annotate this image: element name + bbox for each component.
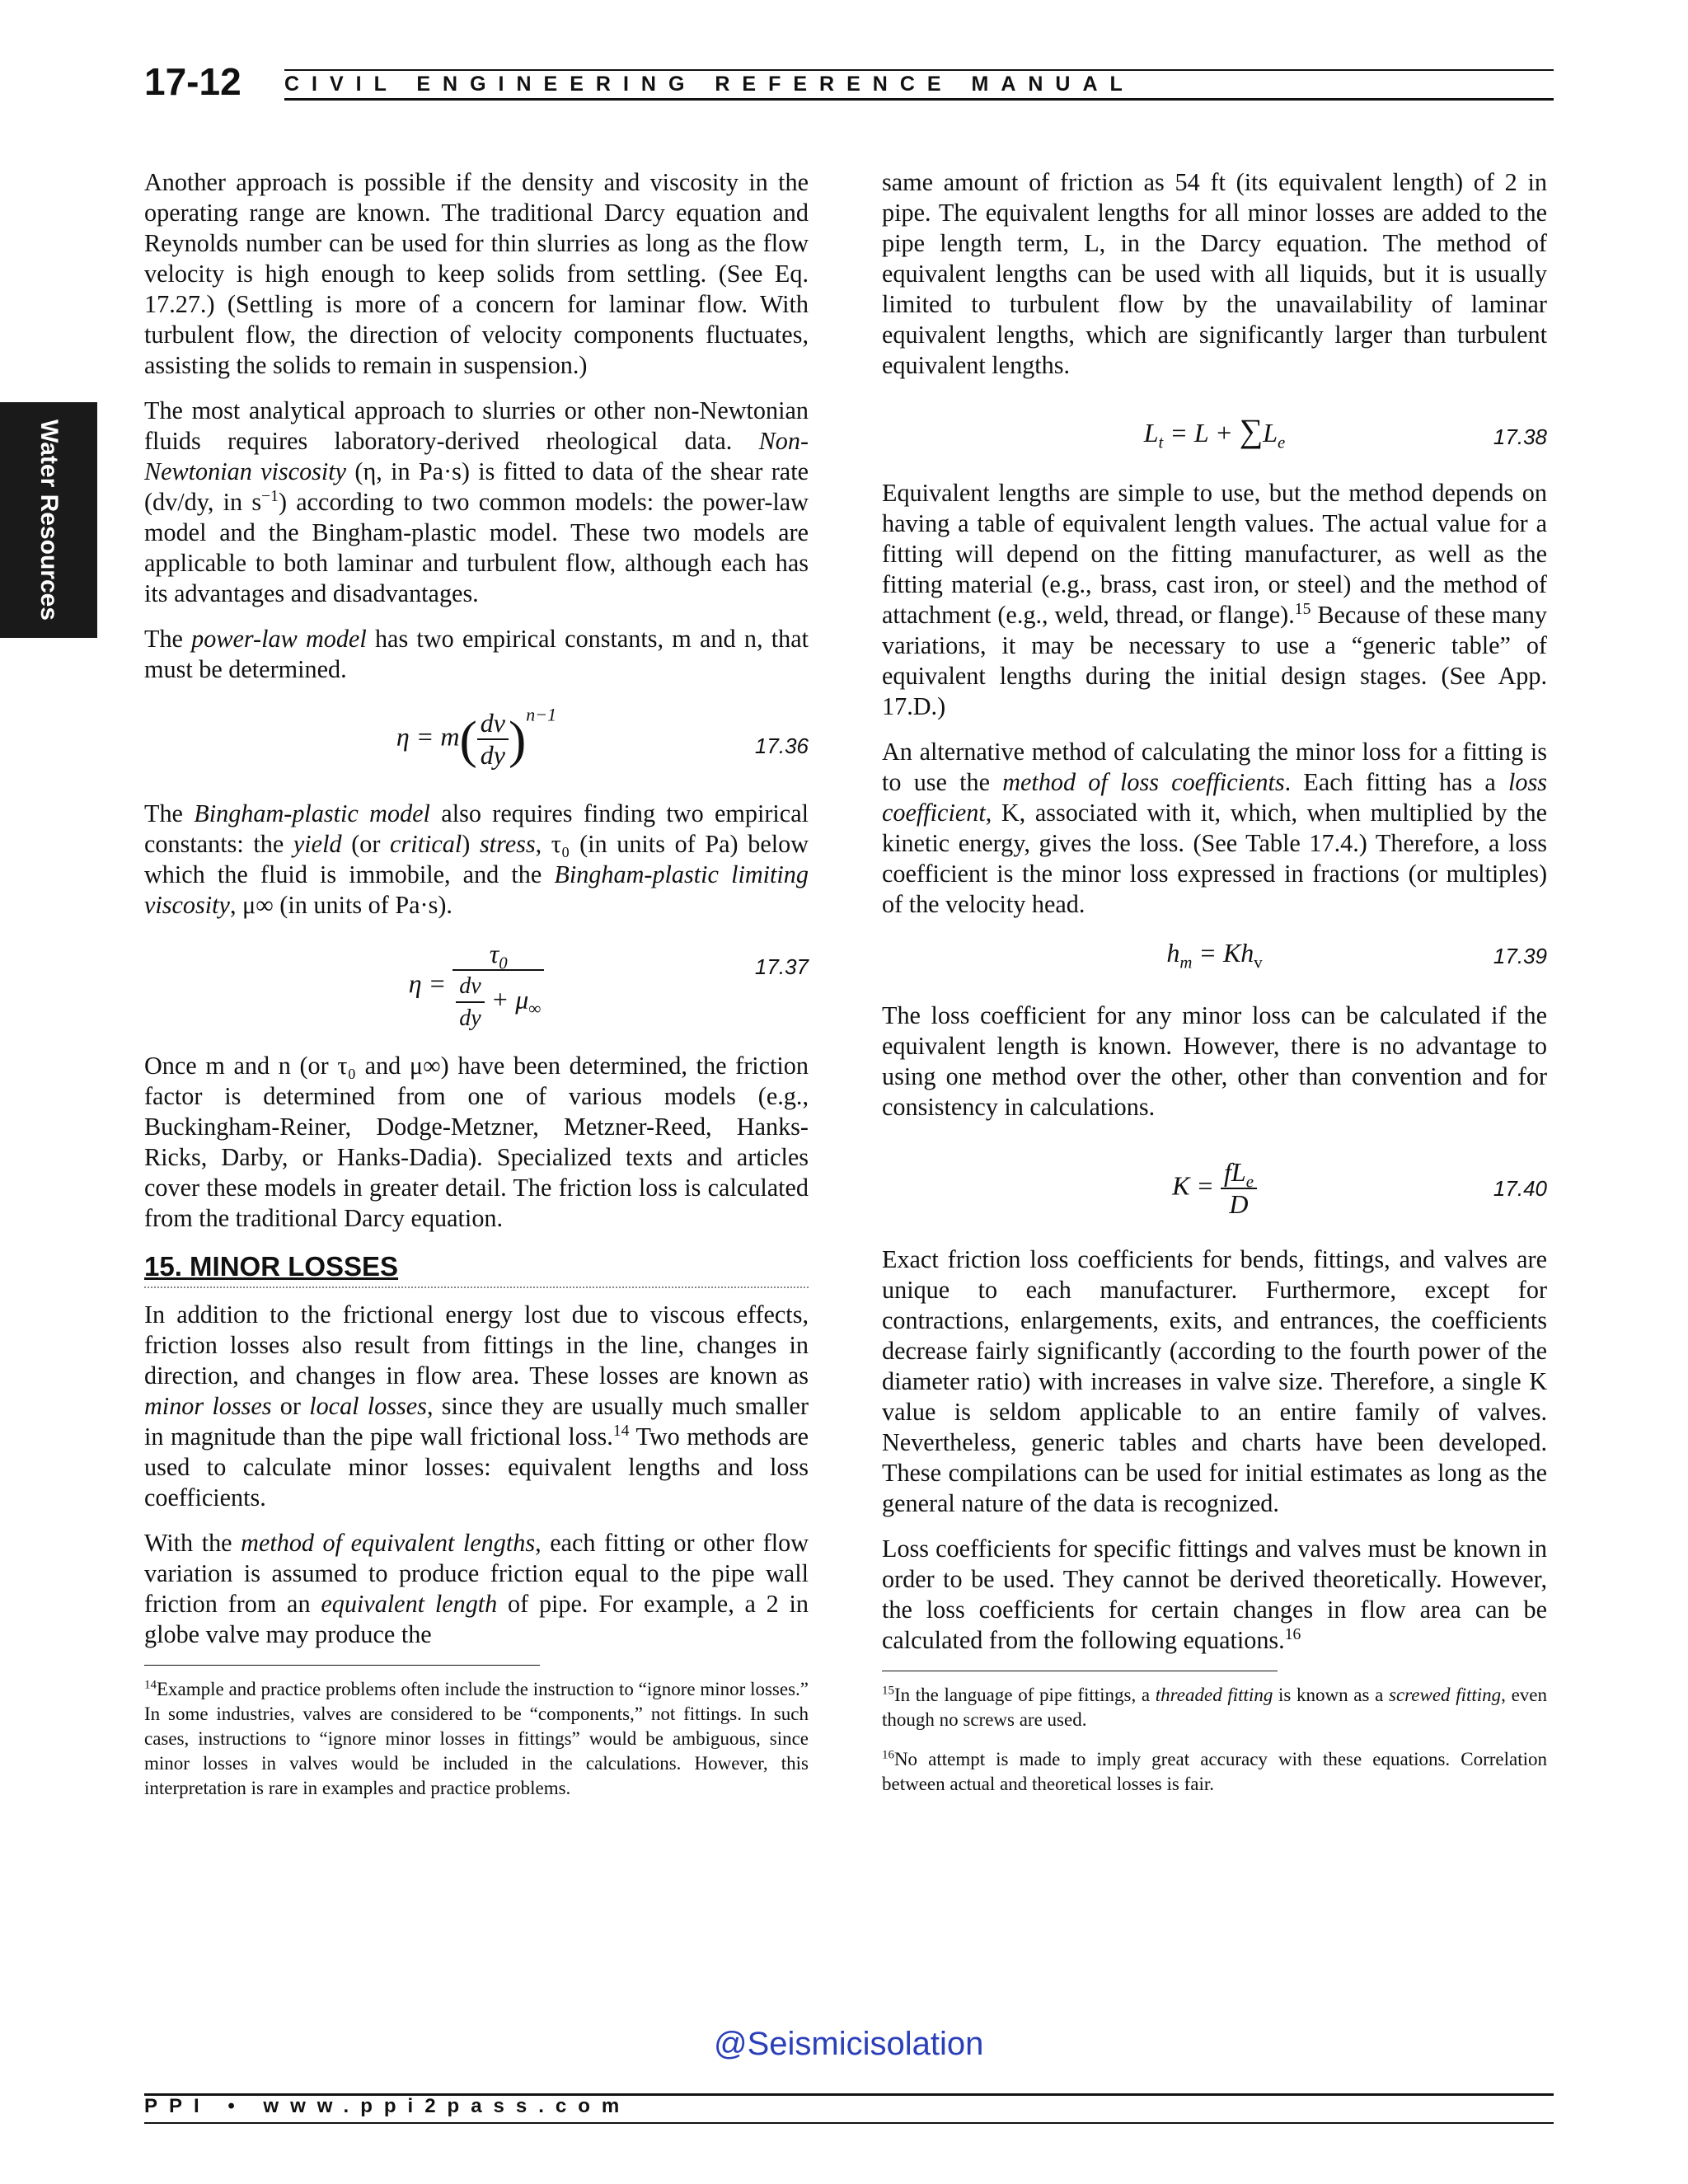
equation-17-36: η = m( $\frac{dv}{dy}$ )$^{n-1}$ 17.36: [396, 704, 809, 770]
equation-17-40: K = $\frac{fL_e}{D}$ 17.40: [1172, 1157, 1547, 1219]
header-rule-bottom: [284, 98, 1554, 101]
footer-rule-bottom: [144, 2122, 1554, 2124]
paragraph: In addition to the frictional energy lost due to viscous effects, friction losses also result from fittings in the line, changes in direction, and changes in flow area. These losses are known as minor losses or local losses, since they are usually much smaller in magnitude than the pipe wall frictional loss.$^{14}$ Two methods are used to calculate minor losses: equivalent lengths and loss coefficients.: [144, 1301, 809, 1511]
equation-number: 17.36: [754, 733, 809, 758]
paragraph: The power-law model has two empirical constants, m and n, that must be determined.: [144, 625, 809, 683]
side-tab: [0, 402, 97, 638]
footnote-rule: [144, 1665, 540, 1666]
paragraph: Equivalent lengths are simple to use, but the method depends on having a table of equivalent length values. The actual value for a fitting will depend on the fitting manufacturer, as well as the fitting material (e.g., brass, cast iron, or steel) and the method of attachment (e.g., weld, thread, or flange).$^{15}$ Because of these many variations, it may be necessary to use a “generic table” of equivalent lengths during the initial design stages. (See App. 17.D.): [882, 479, 1547, 720]
equation-17-39: $h_m = Kh_v$ 17.39: [1166, 938, 1547, 972]
paragraph: same amount of friction as 54 ft (its equivalent length) of 2 in pipe. The equivalent lengths for all minor losses are added to the pipe length term, L, in the Darcy equation. The method of equivalent lengths can be used with all liquids, but it is usually limited to turbulent flow by the unavailability of laminar equivalent lengths, which are significantly larger than turbulent equivalent lengths.: [882, 168, 1547, 379]
equation-number: 17.39: [1493, 944, 1547, 968]
footnote-16: $^{16}$No attempt is made to imply great accuracy with these equations. Correlation between actual and theoretical losses is fair.: [882, 1748, 1547, 1794]
equation-number: 17.38: [1493, 424, 1547, 449]
paragraph: The Bingham-plastic model also requires finding two empirical constants: the yield (or critical) stress, τ₀ (in units of Pa) below which the fluid is immobile, and the Bingham-plastic limiting viscosity, μ∞ (in units of Pa·s).: [144, 799, 809, 919]
paragraph: Once m and n (or τ₀ and μ∞) have been determined, the friction factor is determined from one of various models (e.g., Buckingham-Reiner, Dodge-Metzner, Metzner-Reed, Hanks-Ricks, Darby, or Hanks-Dadia). Specialized texts and articles cover these models in greater detail. The friction loss is calculated from the traditional Darcy equation.: [144, 1052, 809, 1232]
equation-number: 17.37: [754, 954, 809, 979]
paragraph: Loss coefficients for specific fittings and valves must be known in order to be used. They cannot be derived theoretically. However, the loss coefficients for certain changes in flow area can be calculated from the following equations.$^{16}$: [882, 1535, 1547, 1654]
page-number: 17-12: [144, 60, 241, 103]
footnote-15: $^{15}$In the language of pipe fittings, a threaded fitting is known as a screwed fitting, even though no screws are used.: [882, 1684, 1547, 1730]
right-column: [882, 167, 1547, 1811]
paragraph: The most analytical approach to slurries or other non-Newtonian fluids requires laboratory-derived rheological data. Non-Newtonian viscosity (η, in Pa·s) is fitted to data of the shear rate (dv/dy, in $s^{-1}$) according to two common models: the power-law model and the Bingham-plastic model. These two models are applicable to both laminar and turbulent flow, although each has its advantages and disadvantages.: [144, 396, 809, 607]
paragraph: Another approach is possible if the density and viscosity in the operating range are known. The traditional Darcy equation and Reynolds number can be used for thin slurries as long as the flow velocity is high enough to keep solids from settling. (See Eq. 17.27.) (Settling is more of a concern for laminar flow. With turbulent flow, the direction of velocity components fluctuates, assisting the solids to remain in suspension.): [144, 168, 809, 379]
watermark: @Seismicisolation: [714, 2026, 984, 2062]
paragraph: Exact friction loss coefficients for bends, fittings, and valves are unique to each manufacturer. Furthermore, except for contractions, enlargements, exits, and entrances, the coefficients decrease fairly significantly (according to the fourth power of the diameter ratio) with increases in valve size. Therefore, a single K value is seldom applicable to an entire family of valves. Nevertheless, generic tables and charts have been developed. These compilations can be used for initial estimates as long as the general nature of the data is recognized.: [882, 1245, 1547, 1517]
section-heading: 15. MINOR LOSSES: [144, 1250, 809, 1288]
manual-title: CIVIL ENGINEERING REFERENCE MANUAL: [284, 73, 1135, 96]
header-rule-top: [284, 69, 1554, 71]
left-column: [144, 167, 809, 1816]
equation-17-38: $L_t = L + \sum L_e$ 17.38: [1143, 412, 1547, 452]
paragraph: An alternative method of calculating the minor loss for a fitting is to use the method of loss coefficients. Each fitting has a loss coefficient, K, associated with it, which, when multiplied by the kinetic energy, gives the loss. (See Table 17.4.) Therefore, a loss coefficient is the minor loss expressed in fractions (or multiples) of the velocity head.: [882, 738, 1547, 918]
equation-number: 17.40: [1493, 1176, 1547, 1201]
paragraph: The loss coefficient for any minor loss can be calculated if the equivalent length is known. However, there is no advantage to using one method over the other, other than convention and for consistency in calculations.: [882, 1001, 1547, 1121]
equation-17-37: η = $\tau_0$ $\frac{dv}{dy}$ + $\mu_\infty$ 17.37: [408, 939, 809, 1031]
footer-publisher: PPI • www.ppi2pass.com: [144, 2095, 631, 2117]
side-tab-label: Water Resources: [35, 419, 63, 621]
footnote-14: $^{14}$Example and practice problems often include the instruction to “ignore minor losses.” In some industries, valves are considered to be “components,” not fittings. In such cases, instructions to “ignore minor losses in fittings” would be ambiguous, since minor losses in valves would be included in the calculations. However, this interpretation is rare in examples and practice problems.: [144, 1678, 809, 1798]
paragraph: With the method of equivalent lengths, each fitting or other flow variation is assumed to produce friction equal to the pipe wall friction from an equivalent length of pipe. For example, a 2 in globe valve may produce the: [144, 1529, 809, 1648]
